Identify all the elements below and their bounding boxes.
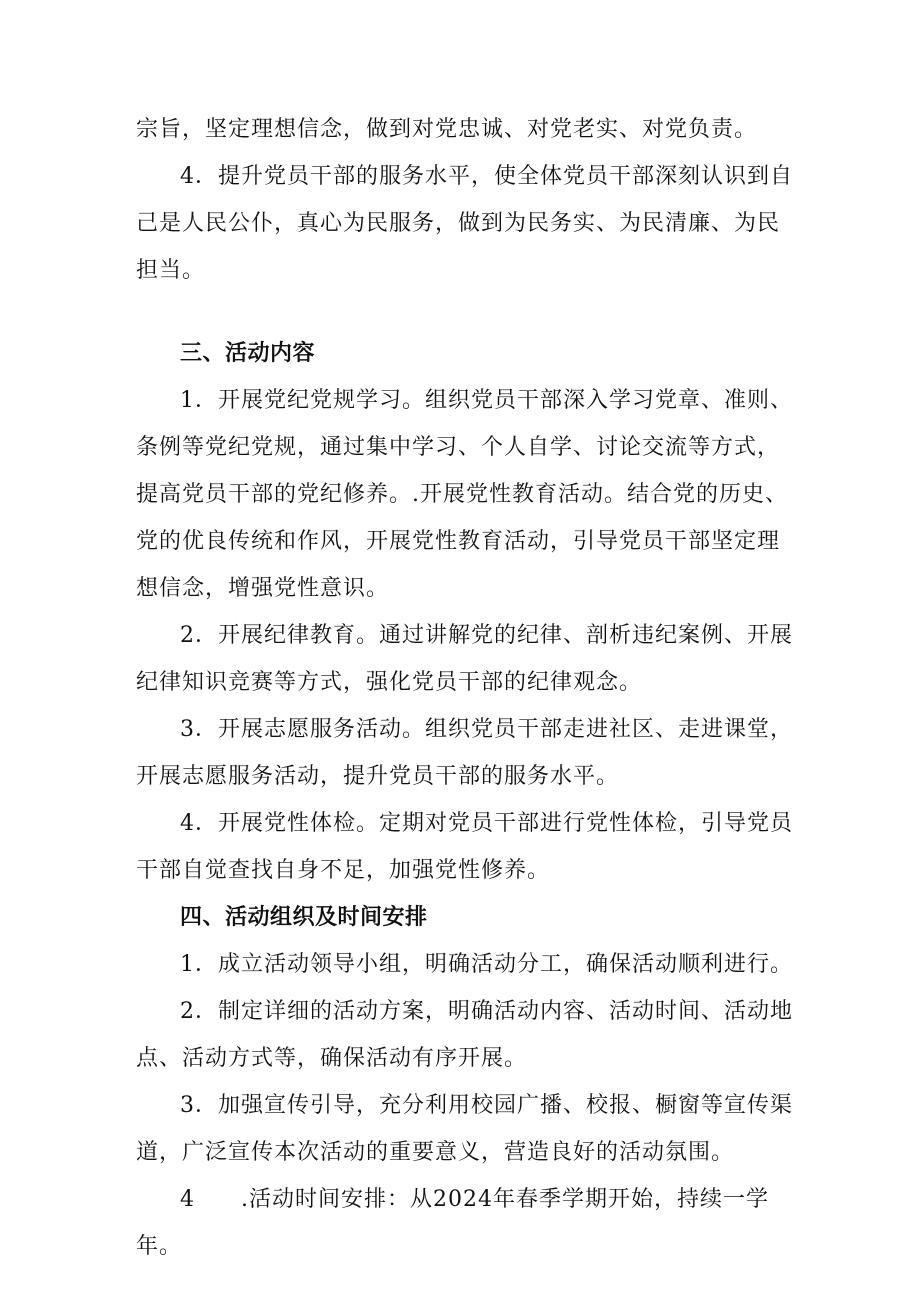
section-heading-organization-schedule: 四、活动组织及时间安排 <box>180 905 428 930</box>
paragraph-org-4: 4 .活动时间安排：从2024年春季学期开始，持续一学年。 <box>136 1187 769 1259</box>
paragraph-content-1: 1．开展党纪党规学习。组织党员干部深入学习党章、准则、条例等党纪党规，通过集中学习、个人自学、讨论交流等方式，提高党员干部的党纪修养。.开展党性教育活动。结合党的历史、党的优良传统和作风，开展党性教育活动，引导党员干部坚定理想信念，增强党性意识。 <box>136 388 793 601</box>
paragraph-content-2: 2．开展纪律教育。通过讲解党的纪律、剖析违纪案例、开展纪律知识竞赛等方式，强化党员干部的纪律观念。 <box>136 623 793 695</box>
paragraph-content-4: 4．开展党性体检。定期对党员干部进行党性体检，引导党员干部自觉查找自身不足，加强党性修养。 <box>136 811 793 883</box>
paragraph-org-3: 3．加强宣传引导，充分利用校园广播、校报、橱窗等宣传渠道，广泛宣传本次活动的重要意义，营造良好的活动氛围。 <box>136 1093 793 1165</box>
paragraph-org-1: 1．成立活动领导小组，明确活动分工，确保活动顺利进行。 <box>180 952 793 977</box>
paragraph-content-3: 3．开展志愿服务活动。组织党员干部走进社区、走进课堂，开展志愿服务活动，提升党员干部的服务水平。 <box>136 717 793 789</box>
paragraph-goal-4: 4．提升党员干部的服务水平，使全体党员干部深刻认识到自己是人民公仆，真心为民服务，做到为民务实、为民清廉、为民担当。 <box>136 164 793 283</box>
section-spacer <box>136 294 796 330</box>
paragraph-intro-tail: 宗旨，坚定理想信念，做到对党忠诚、对党老实、对党负责。 <box>136 117 758 142</box>
document-body <box>136 106 796 1270</box>
section-heading-activity-content: 三、活动内容 <box>180 341 316 366</box>
paragraph-org-2: 2．制定详细的活动方案，明确活动内容、活动时间、活动地点、活动方式等，确保活动有序开展。 <box>136 999 793 1071</box>
